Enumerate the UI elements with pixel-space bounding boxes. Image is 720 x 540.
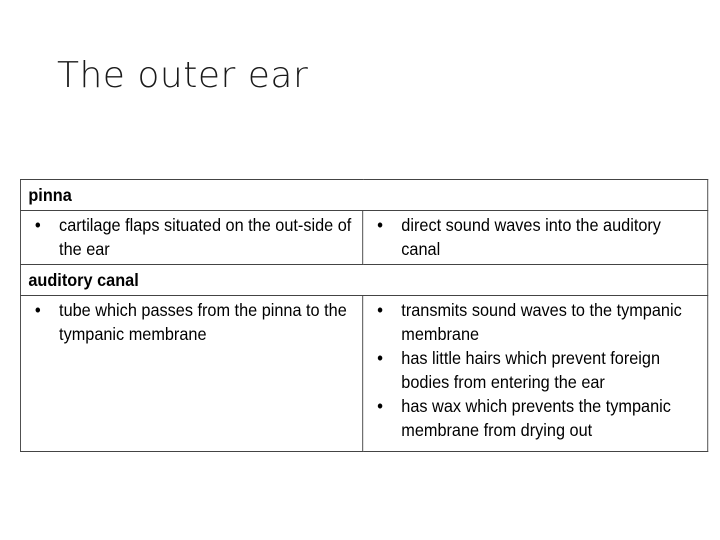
list-item: • has wax which prevents the tympanic membrane from drying out [371,394,702,442]
section-header-pinna [20,180,707,211]
section-title-pinna: pinna [20,180,707,211]
list-item: • cartilage flaps situated on the out-side of the ear [28,213,356,261]
function-list-auditory-canal [371,298,702,442]
outer-ear-table [20,179,708,452]
function-cell-auditory-canal [363,296,708,452]
function-cell-pinna [363,211,708,265]
list-item: • direct sound waves into the auditory canal [371,213,702,261]
structure-cell-auditory-canal [20,296,362,452]
slide-title: The outer ear [57,55,309,96]
table-row-auditory-canal [20,296,707,452]
section-title-auditory-canal: auditory canal [20,265,707,296]
list-item: • has little hairs which prevent foreign bodies from entering the ear [371,346,702,394]
structure-list-pinna [28,213,356,261]
list-item: • transmits sound waves to the tympanic membrane [371,298,702,346]
list-item: • tube which passes from the pinna to the tympanic membrane [28,298,356,346]
structure-list-auditory-canal [28,298,356,346]
function-list-pinna [371,213,702,261]
table-row-pinna [20,211,707,265]
section-header-auditory-canal [20,265,707,296]
structure-cell-pinna [20,211,362,265]
